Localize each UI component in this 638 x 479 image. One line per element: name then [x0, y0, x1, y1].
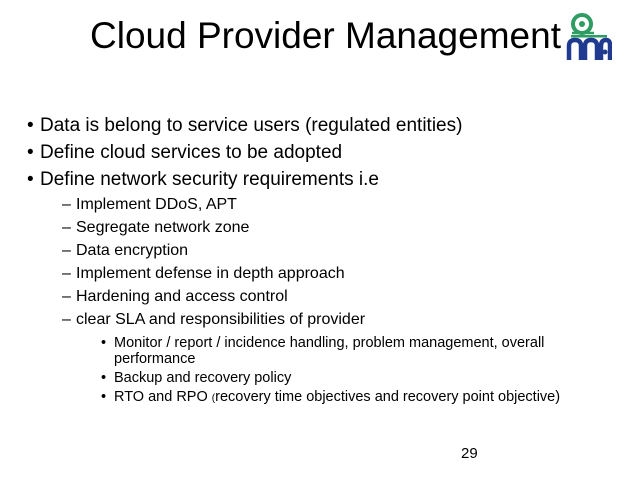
sub-bullet-item: – Segregate network zone: [62, 219, 250, 236]
dash-icon: –: [62, 196, 71, 213]
slide-title: Cloud Provider Management: [90, 15, 561, 56]
bullet-item: • Data is belong to service users (regulated entities): [27, 115, 463, 136]
dash-icon: –: [62, 288, 71, 305]
sub-bullet-item: – Implement DDoS, APT: [62, 196, 237, 213]
dash-icon: –: [62, 219, 71, 236]
bullet-item: • Define network security requirements i.e: [27, 169, 379, 190]
sub-bullet-item: – Hardening and access control: [62, 288, 288, 305]
bullet-icon: •: [27, 115, 34, 136]
sub-bullet-item: – clear SLA and responsibilities of provider: [62, 311, 366, 328]
bullet-icon: •: [27, 169, 34, 190]
organization-logo: [566, 12, 612, 72]
page-number: 29: [461, 445, 478, 462]
sub-sub-bullet-item: • Monitor / report / incidence handling, problem management, overall: [101, 335, 545, 351]
bullet-icon: •: [101, 335, 107, 351]
bullet-icon: •: [101, 370, 107, 386]
dash-icon: –: [62, 311, 71, 328]
bullet-item: • Define cloud services to be adopted: [27, 142, 343, 163]
sub-sub-bullet-item: • RTO and RPO (recovery time objectives and recovery point objective): [101, 389, 561, 405]
dash-icon: –: [62, 242, 71, 259]
bullet-icon: •: [101, 389, 107, 405]
dash-icon: –: [62, 265, 71, 282]
bullet-icon: •: [27, 142, 34, 163]
sub-sub-bullet-continuation: performance: [114, 351, 196, 367]
sub-sub-bullet-item: • Backup and recovery policy: [101, 370, 292, 386]
sub-bullet-item: – Data encryption: [62, 242, 189, 259]
sub-bullet-item: – Implement defense in depth approach: [62, 265, 345, 282]
